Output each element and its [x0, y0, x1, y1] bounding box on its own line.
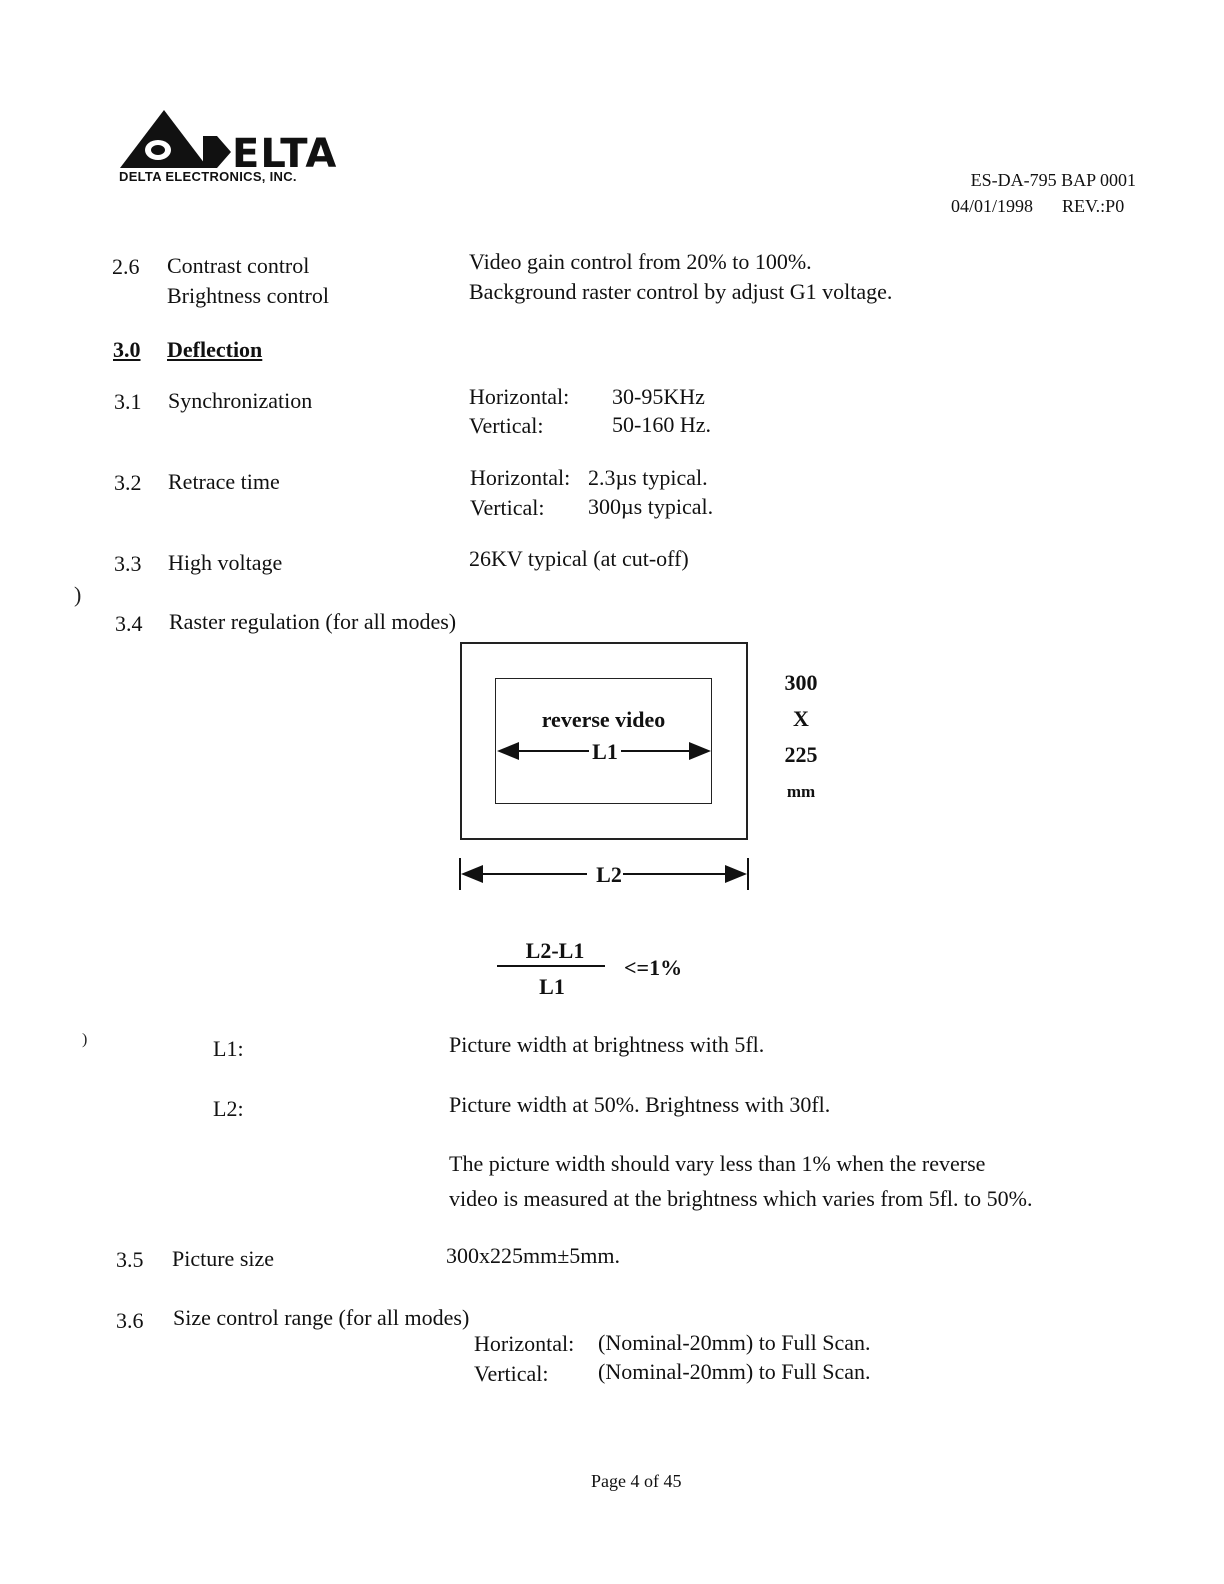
- section-number: 3.5: [116, 1247, 144, 1272]
- l2-def-label: L2:: [213, 1096, 244, 1121]
- size-times: X: [793, 706, 809, 731]
- l1-def-text: Picture width at brightness with 5fl.: [449, 1032, 765, 1057]
- scan-mark: ): [74, 582, 82, 607]
- size-control-vertical-value: (Nominal-20mm) to Full Scan.: [598, 1359, 871, 1384]
- section-number: 2.6: [112, 254, 140, 279]
- size-height: 225: [784, 742, 818, 767]
- delta-triangle-icon: [118, 108, 210, 170]
- l2-label: L2: [596, 862, 622, 887]
- logo-wordmark: ELTA: [232, 131, 338, 177]
- section-number: 3.0: [113, 337, 141, 362]
- high-voltage-label: High voltage: [168, 550, 283, 575]
- l2-def-text: Picture width at 50%. Brightness with 30fl.: [449, 1092, 831, 1117]
- brightness-control-value: Background raster control by adjust G1 voltage.: [469, 279, 893, 304]
- synchronization-label: Synchronization: [168, 388, 313, 413]
- l1-def-label: L1:: [213, 1036, 244, 1061]
- page-number: Page 4 of 45: [591, 1471, 682, 1491]
- retrace-horizontal-value: 2.3µs typical.: [588, 465, 708, 490]
- contrast-control-value: Video gain control from 20% to 100%.: [469, 249, 812, 274]
- picture-size-value: 300x225mm±5mm.: [446, 1243, 621, 1268]
- document-date: 04/01/1998: [951, 196, 1034, 216]
- document-revision: REV.:P0: [1062, 196, 1125, 216]
- brightness-control-label: Brightness control: [167, 283, 329, 308]
- retrace-vertical-value: 300µs typical.: [588, 494, 714, 519]
- regulation-note-line1: The picture width should vary less than 1% when the reverse: [449, 1151, 986, 1176]
- section-number: 3.6: [116, 1308, 144, 1333]
- section-number: 3.3: [114, 551, 142, 576]
- sync-vertical-value: 50-160 Hz.: [612, 412, 711, 437]
- section-number: 3.2: [114, 470, 142, 495]
- size-control-vertical-label: Vertical:: [474, 1361, 549, 1386]
- logo-company-name: DELTA ELECTRONICS, INC.: [119, 169, 297, 184]
- size-control-horizontal-label: Horizontal:: [474, 1331, 575, 1356]
- regulation-note-line2: video is measured at the brightness which varies from 5fl. to 50%.: [449, 1186, 1033, 1211]
- formula-numerator: L2-L1: [525, 938, 585, 963]
- sync-horizontal-value: 30-95KHz: [612, 384, 705, 409]
- sync-vertical-label: Vertical:: [469, 413, 544, 438]
- sync-horizontal-label: Horizontal:: [469, 384, 570, 409]
- retrace-horizontal-label: Horizontal:: [470, 465, 571, 490]
- high-voltage-value: 26KV typical (at cut-off): [469, 546, 689, 571]
- raster-regulation-label: Raster regulation (for all modes): [169, 609, 457, 634]
- size-control-label: Size control range (for all modes): [173, 1305, 470, 1330]
- fraction-bar: [497, 965, 605, 967]
- picture-size-label: Picture size: [172, 1246, 275, 1271]
- retrace-vertical-label: Vertical:: [470, 495, 545, 520]
- section-number: 3.4: [115, 611, 143, 636]
- section-number: 3.1: [114, 389, 142, 414]
- size-width: 300: [784, 670, 818, 695]
- scan-mark: ): [82, 1031, 88, 1048]
- formula-denominator: L1: [539, 974, 565, 999]
- retrace-time-label: Retrace time: [168, 469, 280, 494]
- contrast-control-label: Contrast control: [167, 253, 310, 278]
- reverse-video-label: reverse video: [541, 707, 666, 732]
- deflection-heading: Deflection: [167, 337, 263, 362]
- size-control-horizontal-value: (Nominal-20mm) to Full Scan.: [598, 1330, 871, 1355]
- l1-label: L1: [592, 739, 618, 764]
- formula-condition: <=1%: [624, 955, 683, 980]
- document-id: ES-DA-795 BAP 0001: [970, 170, 1136, 190]
- size-unit: mm: [786, 782, 816, 801]
